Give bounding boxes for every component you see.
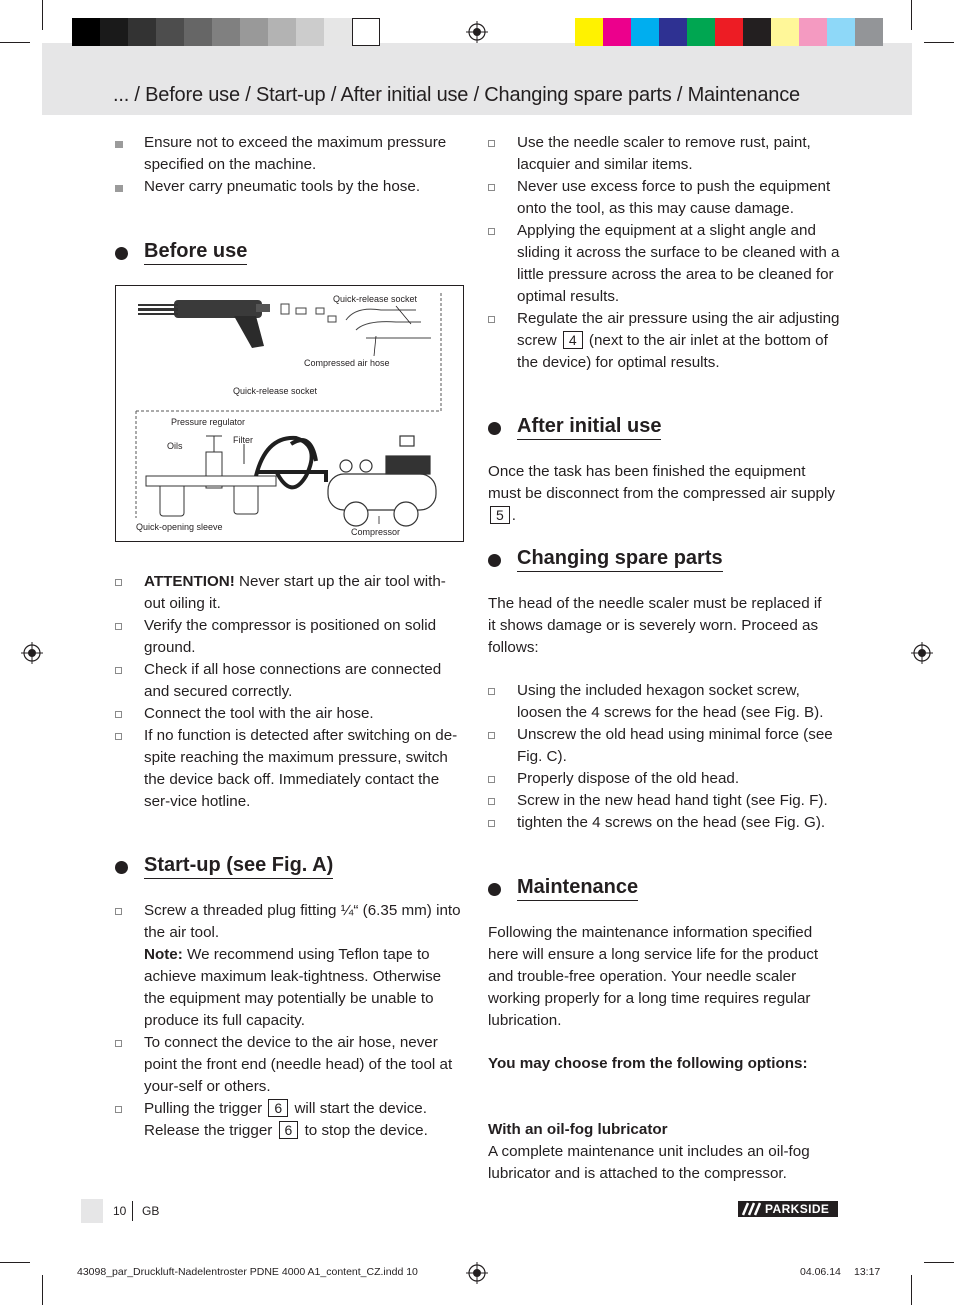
box-bullet-icon <box>488 820 495 827</box>
list-item: Connect the tool with the air hose. <box>115 703 465 725</box>
air-compressor-icon <box>328 436 436 526</box>
process-color-swatch <box>603 18 631 46</box>
slug-date: 04.06.14 <box>800 1266 841 1278</box>
changing-spare-parts-intro: The head of the needle scaler must be replaced if it shows damage or is severely worn. Proceed as follows: <box>488 595 822 656</box>
page-number-box <box>81 1199 103 1223</box>
registration-mark-icon <box>466 21 488 43</box>
start-up-list <box>115 900 465 1142</box>
grayscale-swatch <box>296 18 324 46</box>
square-bullet-icon <box>115 185 123 192</box>
after-initial-use-text: Once the task has been finished the equipment must be disconnect from the compressed air supply 5 . <box>488 463 835 524</box>
figure-label: Pressure regulator <box>171 417 246 427</box>
crop-mark <box>911 0 912 30</box>
part-reference-badge: 5 <box>490 506 510 524</box>
list-item: Use the needle scaler to remove rust, paint, lacquier and similar items. <box>488 132 840 176</box>
grayscale-swatch <box>324 18 352 46</box>
box-bullet-icon <box>488 316 495 323</box>
crop-mark <box>0 1262 30 1263</box>
crop-mark <box>924 1262 954 1263</box>
page-breadcrumb: ... / Before use / Start-up / After initial use / Changing spare parts / Maintenance <box>113 84 800 106</box>
box-bullet-icon <box>488 140 495 147</box>
box-bullet-icon <box>115 667 122 674</box>
before-use-list <box>115 571 465 813</box>
process-color-swatch <box>687 18 715 46</box>
grayscale-swatch <box>184 18 212 46</box>
process-color-swatch <box>827 18 855 46</box>
logo-stripes-icon <box>740 1201 764 1217</box>
grayscale-swatch <box>100 18 128 46</box>
process-color-swatch <box>659 18 687 46</box>
list-item: Never use excess force to push the equipment onto the tool, as this may cause damage. <box>488 176 840 220</box>
list-item: Ensure not to exceed the maximum pressure specified on the machine. <box>115 132 450 176</box>
box-bullet-icon <box>115 1106 122 1113</box>
figure-label: Quick-release socket <box>233 386 318 396</box>
heading-dot-icon <box>115 861 128 874</box>
registration-mark-icon <box>21 642 43 664</box>
box-bullet-icon <box>115 623 122 630</box>
box-bullet-icon <box>488 228 495 235</box>
grayscale-swatch <box>212 18 240 46</box>
part-reference-badge: 6 <box>279 1121 299 1139</box>
page-number: 10 <box>113 1204 127 1218</box>
crop-mark <box>42 1275 43 1305</box>
process-color-swatch <box>715 18 743 46</box>
heading-dot-icon <box>488 554 501 567</box>
process-color-swatch <box>631 18 659 46</box>
footer-divider <box>132 1201 133 1221</box>
heading-dot-icon <box>488 422 501 435</box>
box-bullet-icon <box>488 184 495 191</box>
crop-mark <box>42 0 43 30</box>
box-bullet-icon <box>115 1040 122 1047</box>
box-bullet-icon <box>488 732 495 739</box>
list-item: To connect the device to the air hose, never point the front end (needle head) of the tool at your-self or others. <box>115 1032 465 1098</box>
list-item: Never carry pneumatic tools by the hose. <box>115 176 450 198</box>
maintenance-intro: Following the maintenance information specified here will ensure a long service life for the product and trouble-free operation. Your needle scaler working properly for a long time requires regular lubrication. <box>488 924 819 1029</box>
intro-list <box>115 132 450 198</box>
box-bullet-icon <box>115 579 122 586</box>
oil-fog-text: A complete maintenance unit includes an oil-fog lubricator and is attached to the compressor. <box>488 1143 810 1182</box>
list-item: tighten the 4 screws on the head (see Fig. G). <box>488 812 840 834</box>
list-item: Properly dispose of the old head. <box>488 768 840 790</box>
list-item: ATTENTION! Never start up the air tool with-out oiling it. <box>115 571 465 615</box>
process-color-swatch <box>855 18 883 46</box>
figure-label: Quick-opening sleeve <box>136 522 223 532</box>
grayscale-swatch <box>240 18 268 46</box>
compressor-setup-illustration <box>116 286 463 541</box>
list-item: Using the included hexagon socket screw, loosen the 4 screws for the head (see Fig. B). <box>488 680 840 724</box>
part-reference-badge: 6 <box>268 1099 288 1117</box>
list-item: Unscrew the old head using minimal force (see Fig. C). <box>488 724 840 768</box>
grayscale-swatch <box>352 18 380 46</box>
maintenance-options-heading: You may choose from the following options: <box>488 1055 808 1072</box>
figure-label: Filter <box>233 435 253 445</box>
crop-mark <box>0 42 30 43</box>
box-bullet-icon <box>115 908 122 915</box>
language-code: GB <box>142 1204 160 1218</box>
figure-label: Oils <box>167 441 183 451</box>
grayscale-swatch <box>72 18 100 46</box>
process-color-swatch <box>743 18 771 46</box>
figure-label: Compressed air hose <box>304 358 390 368</box>
figure-label: Quick-release socket <box>333 294 418 304</box>
process-color-swatch <box>799 18 827 46</box>
crop-mark <box>924 42 954 43</box>
process-color-swatch <box>771 18 799 46</box>
figure-a-setup-diagram <box>115 285 464 542</box>
box-bullet-icon <box>115 711 122 718</box>
list-item: Screw in the new head hand tight (see Fig. F). <box>488 790 840 812</box>
list-item: Verify the compressor is positioned on solid ground. <box>115 615 465 659</box>
list-item: If no function is detected after switching on de-spite reaching the maximum pressure, switch the device back off. Immediately contact the ser-vice hotline. <box>115 725 465 813</box>
crop-mark <box>911 1275 912 1305</box>
oil-fog-heading: With an oil-fog lubricator <box>488 1121 668 1138</box>
usage-list <box>488 132 840 374</box>
list-item: Regulate the air pressure using the air adjusting screw 4 (next to the air inlet at the bottom of the device) for optimal results. <box>488 308 840 374</box>
box-bullet-icon <box>488 688 495 695</box>
square-bullet-icon <box>115 141 123 148</box>
list-item: Check if all hose connections are connected and secured correctly. <box>115 659 465 703</box>
slug-filename: 43098_par_Druckluft-Nadelentroster PDNE 4000 A1_content_CZ.indd 10 <box>77 1266 418 1278</box>
list-item: Screw a threaded plug fitting ¼“ (6.35 mm) into the air tool. Note: We recommend using Teflon tape to achieve maximum leak-tightness. Otherwise the equipment may potentially be unable to produce its full capacity. <box>115 900 465 1032</box>
part-reference-badge: 4 <box>563 331 583 349</box>
box-bullet-icon <box>488 776 495 783</box>
grayscale-swatch <box>128 18 156 46</box>
parkside-logo: PARKSIDE <box>738 1201 838 1217</box>
process-color-swatch <box>575 18 603 46</box>
list-item: Applying the equipment at a slight angle and sliding it across the surface to be cleaned with a little pressure across the area to be cleaned for optimal results. <box>488 220 840 308</box>
box-bullet-icon <box>115 733 122 740</box>
needle-scaler-tool-icon <box>138 300 270 348</box>
grayscale-swatch <box>156 18 184 46</box>
list-item: Pulling the trigger 6 will start the device. Release the trigger 6 to stop the device. <box>115 1098 465 1142</box>
registration-mark-icon <box>466 1262 488 1284</box>
changing-spare-parts-list <box>488 680 840 834</box>
slug-time: 13:17 <box>854 1266 881 1278</box>
figure-label: Compressor <box>351 527 401 537</box>
box-bullet-icon <box>488 798 495 805</box>
grayscale-swatch <box>268 18 296 46</box>
heading-dot-icon <box>115 247 128 260</box>
registration-mark-icon <box>911 642 933 664</box>
heading-dot-icon <box>488 883 501 896</box>
